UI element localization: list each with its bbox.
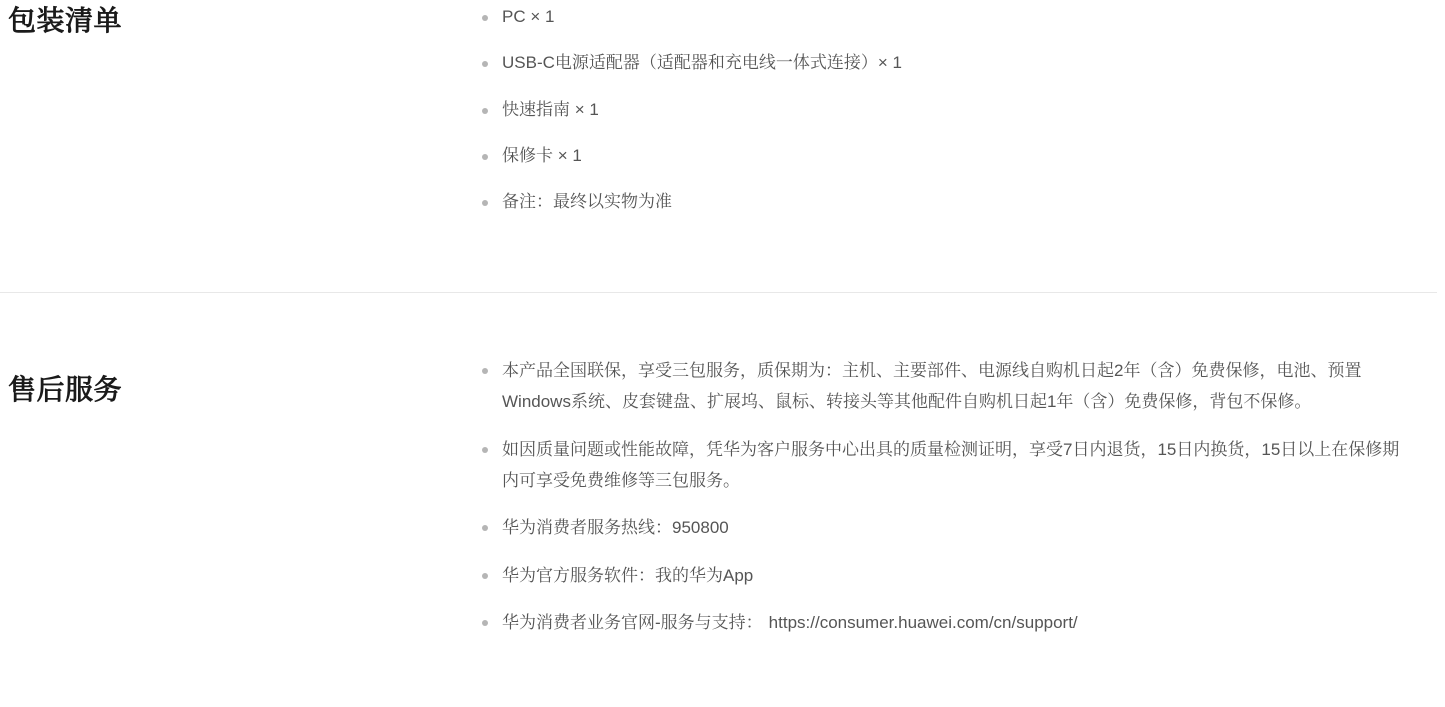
list-item: 本产品全国联保，享受三包服务，质保期为：主机、主要部件、电源线自购机日起2年（含）免费保修，电池、预置Windows系统、皮套键盘、扩展坞、鼠标、转接头等其他配件自购机日起1年（含）免费保修，背包不保修。 xyxy=(480,355,1402,418)
packing-list-title: 包装清单 xyxy=(8,5,123,36)
list-item: 华为消费者服务热线：950800 xyxy=(480,512,1402,543)
list-item: 如因质量问题或性能故障，凭华为客户服务中心出具的质量检测证明，享受7日内退货，15日内换货，15日以上在保修期内可享受免费维修等三包服务。 xyxy=(480,434,1402,497)
after-sales-service-body xyxy=(480,355,1445,655)
packing-list-section xyxy=(0,0,1445,236)
after-sales-service-title: 售后服务 xyxy=(8,373,123,405)
packing-list-body xyxy=(480,4,1445,236)
after-sales-service-section xyxy=(0,293,1445,655)
after-sales-service-list xyxy=(480,355,1405,639)
support-site-url[interactable]: https://consumer.huawei.com/cn/support/ xyxy=(768,613,1078,633)
support-site-label: 华为消费者业务官网-服务与支持： xyxy=(502,613,763,633)
list-item: 备注：最终以实物为准 xyxy=(480,189,1405,215)
list-item-with-link xyxy=(480,607,1402,638)
list-item: 快速指南 × 1 xyxy=(480,97,1405,123)
list-item: 华为官方服务软件：我的华为App xyxy=(480,560,1402,591)
list-item: PC × 1 xyxy=(480,4,1405,30)
packing-list xyxy=(480,4,1405,216)
list-item: USB-C电源适配器（适配器和充电线一体式连接）× 1 xyxy=(480,50,1405,76)
list-item: 保修卡 × 1 xyxy=(480,143,1405,169)
